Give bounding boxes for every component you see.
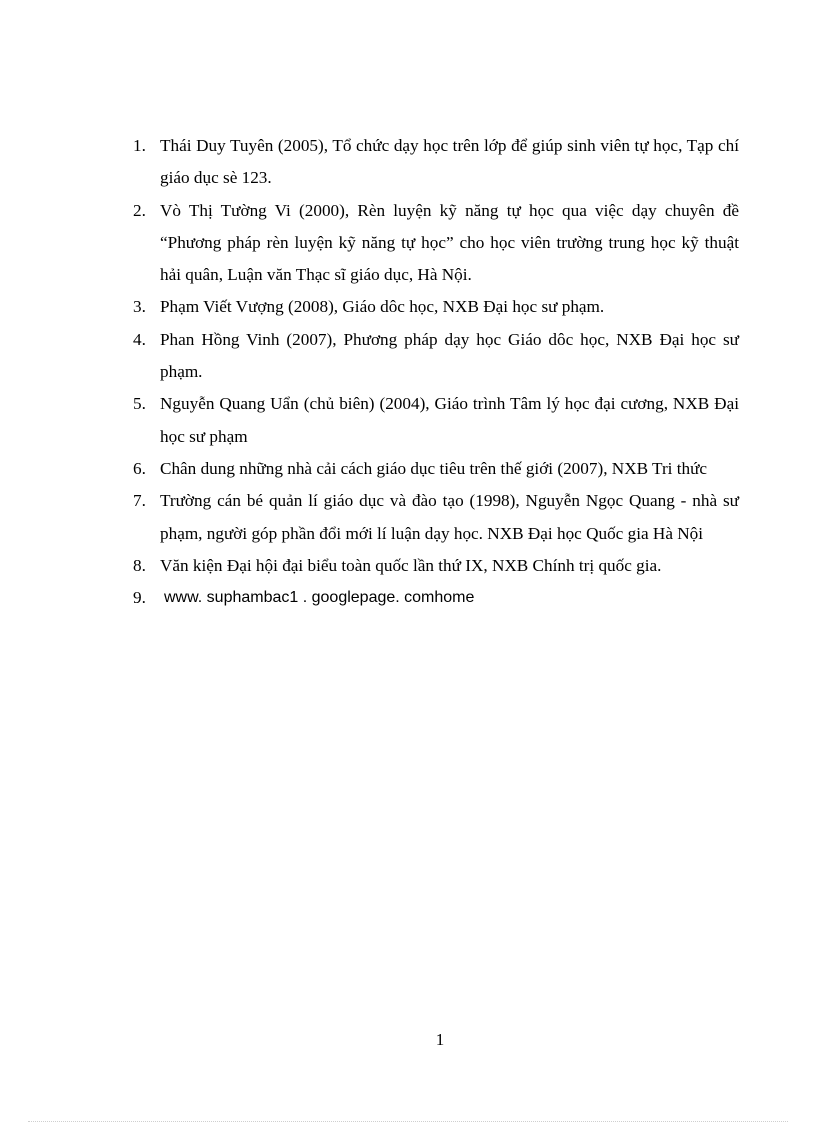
reference-number: 5. [133,394,146,414]
reference-text: Vò Thị Tường Vi (2000), Rèn luyện kỹ năng tự học qua việc dạy chuyên đề “Phương pháp rèn luyện kỹ năng tự học” cho học viên trường trung học kỹ thuật hải quân, Luận văn Thạc sĩ giáo dục, Hà Nội. [160,200,739,285]
reference-number: 4. [133,329,146,349]
reference-text: Nguyễn Quang Uẩn (chủ biên) (2004), Giáo trình Tâm lý học đại cương, NXB Đại học sư phạm [160,394,739,446]
reference-text: Văn kiện Đại hội đại biểu toàn quốc lần thứ IX, NXB Chính trị quốc gia. [160,555,662,575]
reference-item-8 [133,550,739,582]
reference-number: 8. [133,555,146,575]
reference-text: Phan Hồng Vinh (2007), Phương pháp dạy học Giáo dôc học, NXB Đại học sư phạm. [160,329,739,382]
reference-text: Trường cán bé quản lí giáo dục và đào tạo (1998), Nguyễn Ngọc Quang - nhà sư phạm, người góp phần đổi mới lí luận dạy học. NXB Đại học Quốc gia Hà Nội [160,491,739,543]
reference-item-3 [133,291,739,323]
page-bottom-divider [28,1121,788,1122]
reference-item-1 [133,130,739,195]
reference-number: 7. [133,491,146,511]
reference-item-2 [133,195,739,292]
reference-item-4 [133,324,739,389]
reference-text: Thái Duy Tuyên (2005), Tổ chức dạy học trên lớp để giúp sinh viên tự học, Tạp chí giáo dục sè 123. [160,136,739,188]
reference-number: 9. [133,588,146,608]
reference-text: Phạm Viết Vượng (2008), Giáo dôc học, NXB Đại học sư phạm. [160,297,605,317]
reference-number: 1. [133,136,146,155]
reference-number: 3. [133,297,146,317]
reference-list [133,130,739,614]
reference-number: 2. [133,200,146,220]
reference-item-9 [133,582,739,614]
reference-item-6 [133,453,739,485]
reference-number: 6. [133,458,146,478]
reference-item-7 [133,485,739,550]
reference-item-5 [133,388,739,453]
reference-url-text: www. suphambac1 . googlepage. comhome [164,589,475,607]
page-number: 1 [435,1030,445,1049]
reference-text: Chân dung những nhà cải cách giáo dục tiêu trên thế giới (2007), NXB Tri thức [160,458,708,478]
